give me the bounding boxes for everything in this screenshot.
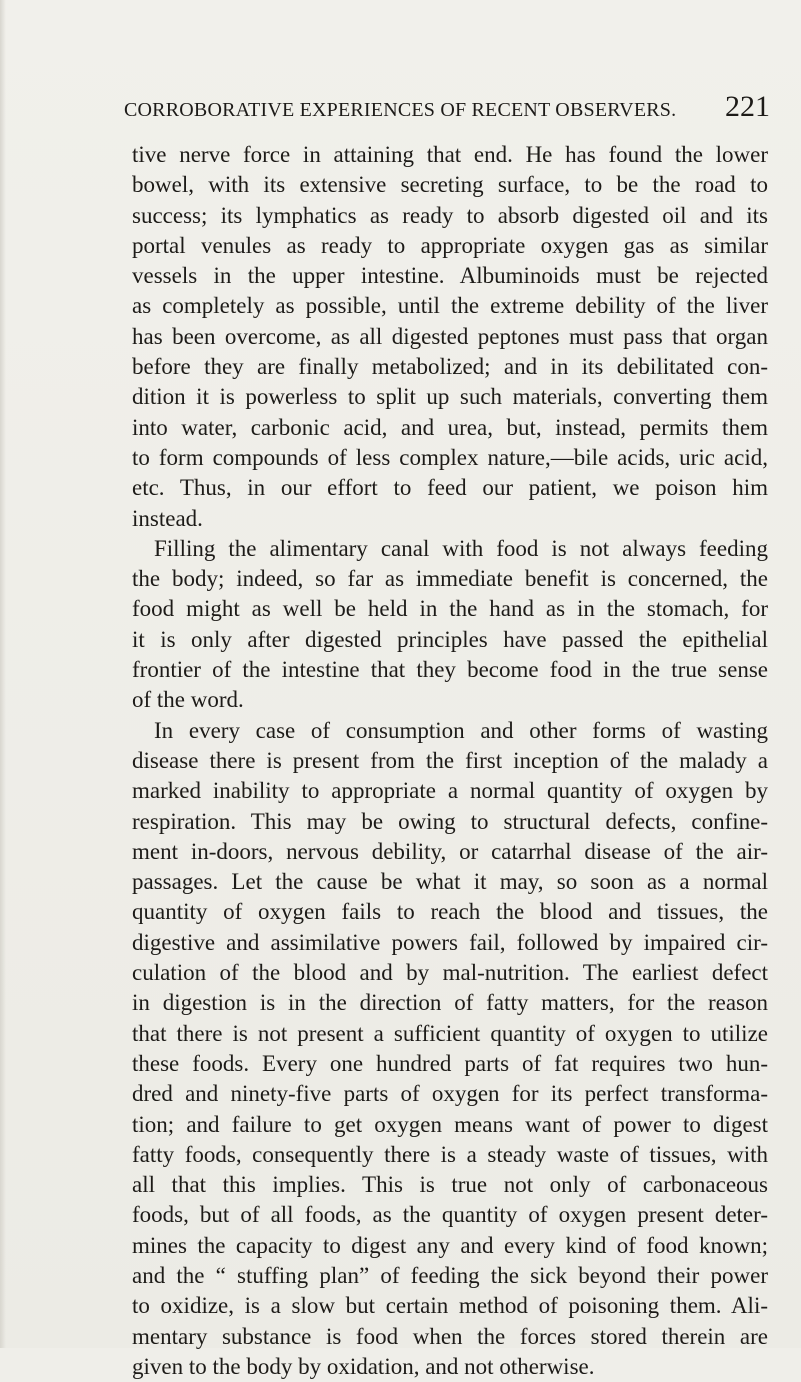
text-line: portal venules as ready to appropriate oxygen gas as similar: [132, 232, 768, 258]
text-line: before they are finally metabolized; and in its debilitated con-: [132, 354, 768, 380]
paragraph: [132, 140, 768, 534]
text-line: dred and ninety-five parts of oxygen for its perfect transforma-: [132, 1081, 768, 1107]
text-line: mentary substance is food when the forces stored therein are: [132, 1323, 768, 1349]
text-line: tive nerve force in attaining that end. He has found the lower: [132, 142, 768, 167]
text-line: disease there is present from the first inception of the malady a: [132, 747, 768, 773]
text-line: mines the capacity to digest any and every kind of food known;: [132, 1232, 768, 1258]
text-line: it is only after digested principles have passed the epithelial: [132, 626, 768, 652]
text-line: In every case of consumption and other forms of wasting: [154, 717, 768, 743]
text-line: to oxidize, is a slow but certain method of poisoning them. Ali-: [132, 1293, 768, 1319]
text-line: given to the body by oxidation, and not otherwise.: [132, 1353, 595, 1379]
text-line: as completely as possible, until the extreme debility of the liver: [132, 293, 768, 319]
text-line: etc. Thus, in our effort to feed our patient, we poison him: [132, 475, 768, 501]
text-line: all that this implies. This is true not only of carbonaceous: [132, 1172, 768, 1198]
text-line: instead.: [132, 505, 203, 531]
text-line: frontier of the intestine that they become food in the true sense: [132, 657, 768, 683]
body-text: [132, 140, 768, 1382]
text-line: ment in-doors, nervous debility, or catarrhal disease of the air-: [132, 838, 768, 864]
text-line: in digestion is in the direction of fatty matters, for the reason: [132, 990, 768, 1016]
text-line: these foods. Every one hundred parts of fat requires two hun-: [132, 1050, 768, 1076]
page-edge-shadow: [0, 0, 6, 1348]
text-line: success; its lymphatics as ready to absorb digested oil and its: [132, 202, 768, 228]
text-line: the body; indeed, so far as immediate benefit is concerned, the: [132, 566, 768, 592]
text-line: tion; and failure to get oxygen means want of power to digest: [132, 1111, 768, 1137]
text-line: fatty foods, consequently there is a steady waste of tissues, with: [132, 1141, 768, 1167]
text-line: has been overcome, as all digested peptones must pass that organ: [132, 323, 768, 349]
text-line: dition it is powerless to split up such materials, converting them: [132, 384, 768, 410]
page-number: 221: [725, 90, 770, 123]
page-header: [124, 92, 770, 126]
text-line: that there is not present a sufficient quantity of oxygen to utilize: [132, 1020, 768, 1046]
text-line: to form compounds of less complex nature,—bile acids, uric acid,: [132, 444, 768, 470]
text-line: and the “ stuffing plan” of feeding the sick beyond their power: [132, 1262, 768, 1288]
text-line: into water, carbonic acid, and urea, but, instead, permits them: [132, 414, 768, 440]
text-line: food might as well be held in the hand as in the stomach, for: [132, 596, 768, 622]
text-line: foods, but of all foods, as the quantity of oxygen present deter-: [132, 1202, 768, 1228]
text-line: respiration. This may be owing to structural defects, confine-: [132, 808, 768, 834]
text-line: of the word.: [132, 687, 244, 713]
running-title: CORROBORATIVE EXPERIENCES OF RECENT OBSERVERS.: [124, 99, 677, 121]
paragraph: [132, 716, 768, 1382]
text-line: Filling the alimentary canal with food is not always feeding: [154, 535, 768, 561]
text-line: marked inability to appropriate a normal quantity of oxygen by: [132, 778, 768, 804]
text-line: digestive and assimilative powers fail, followed by impaired cir-: [132, 929, 768, 955]
text-line: bowel, with its extensive secreting surface, to be the road to: [132, 172, 768, 198]
text-line: vessels in the upper intestine. Albuminoids must be rejected: [132, 263, 768, 289]
paragraph: [132, 534, 768, 716]
text-line: culation of the blood and by mal-nutrition. The earliest defect: [132, 960, 768, 986]
text-line: passages. Let the cause be what it may, so soon as a normal: [132, 869, 768, 895]
text-line: quantity of oxygen fails to reach the blood and tissues, the: [132, 899, 768, 925]
